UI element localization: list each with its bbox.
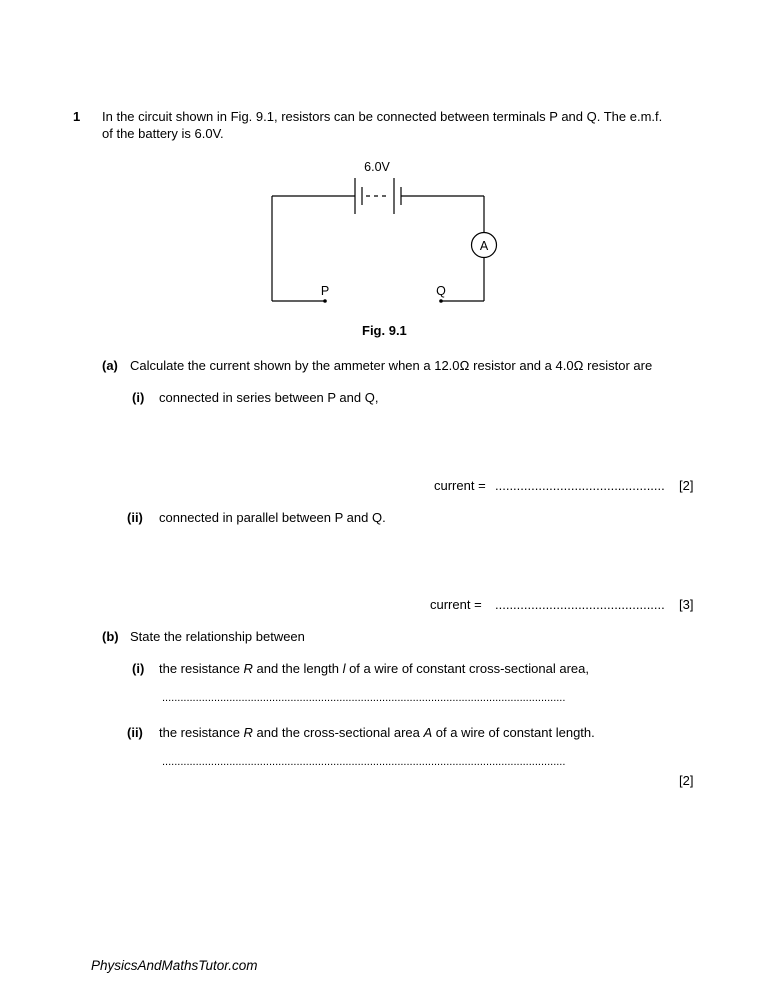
terminal-p-dot (323, 299, 327, 303)
circuit-diagram (0, 0, 768, 340)
part-b-text: State the relationship between (130, 629, 305, 644)
part-b-label: (b) (102, 629, 119, 644)
part-a-ii-text: connected in parallel between P and Q. (159, 510, 386, 525)
part-a-i-label: (i) (132, 390, 145, 405)
ammeter-label: A (479, 239, 489, 253)
question-intro-line1: In the circuit shown in Fig. 9.1, resistors can be connected between terminals P and Q. The e.m.f. (102, 109, 663, 124)
part-a-i-text: connected in series between P and Q, (159, 390, 379, 405)
part-b-i-label: (i) (132, 661, 145, 676)
part-a-i-answer-line[interactable]: ............................................... (495, 478, 665, 493)
part-b-ii-label: (ii) (127, 725, 143, 740)
question-number: 1 (73, 109, 81, 124)
part-b-ii-answer-line[interactable]: .................................................................................................................................... (162, 756, 566, 768)
terminal-q-dot (439, 299, 443, 303)
battery-label: 6.0V (364, 160, 390, 174)
part-a-label: (a) (102, 358, 118, 373)
terminal-q-label: Q (436, 284, 446, 298)
terminal-p-label: P (320, 284, 330, 298)
part-a-i-marks: [2] (679, 478, 694, 493)
part-a-ii-marks: [3] (679, 597, 694, 612)
question-intro-line2: of the battery is 6.0V. (102, 126, 224, 141)
part-a-ii-answer-line[interactable]: ............................................... (495, 597, 665, 612)
part-b-i-answer-line[interactable]: .................................................................................................................................... (162, 692, 566, 704)
part-a-i-answer-prefix: current = (434, 478, 486, 493)
part-a-ii-label: (ii) (127, 510, 143, 525)
part-a-ii-answer-prefix: current = (430, 597, 482, 612)
part-b-marks: [2] (679, 773, 694, 788)
part-b-i-text: the resistance R and the length l of a wire of constant cross-sectional area, (159, 661, 589, 676)
figure-caption: Fig. 9.1 (362, 323, 407, 338)
footer-watermark: PhysicsAndMathsTutor.com (91, 958, 258, 973)
part-a-text: Calculate the current shown by the ammeter when a 12.0Ω resistor and a 4.0Ω resistor are (130, 358, 653, 373)
part-b-ii-text: the resistance R and the cross-sectional area A of a wire of constant length. (159, 725, 595, 740)
